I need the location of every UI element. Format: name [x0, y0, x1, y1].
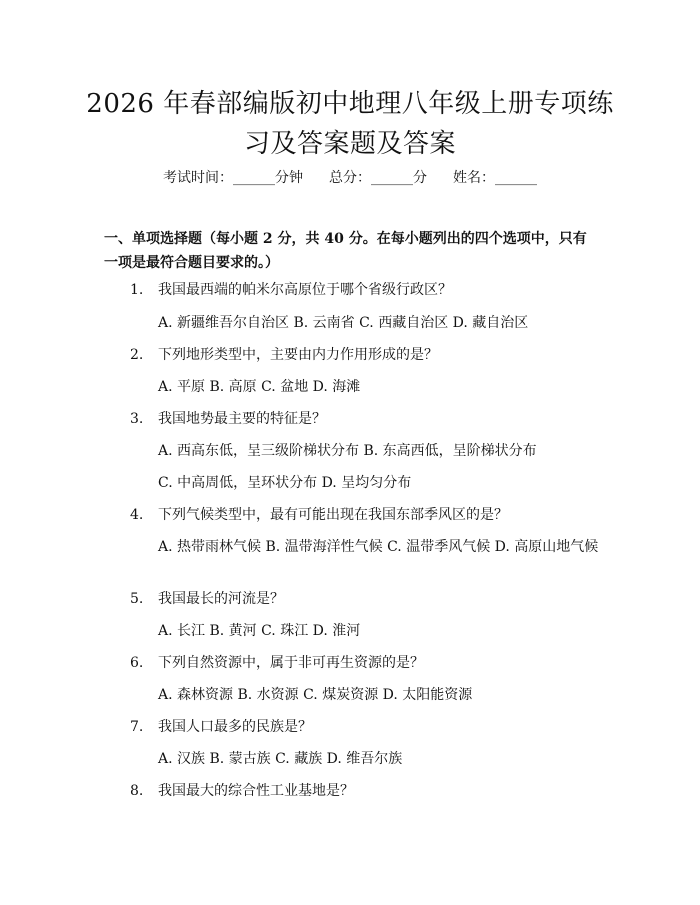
question-number: 6. — [130, 655, 144, 671]
question-2-options: A. 平原 B. 高原 C. 盆地 D. 海滩 — [158, 379, 361, 395]
question-5 — [130, 589, 284, 609]
question-text: 下列地形类型中，主要由内力作用形成的是？ — [158, 347, 438, 363]
question-number: 5. — [130, 591, 144, 607]
section-heading: 一、单项选择题（每小题 2 分，共 40 分。在每小题列出的四个选项中，只有一项是最符合题目要求的。） — [104, 231, 587, 271]
page-title — [60, 84, 640, 164]
question-7 — [130, 717, 312, 737]
total-score: 总分：______分 — [329, 170, 427, 186]
exam-time: 考试时间：______分钟 — [163, 170, 303, 186]
question-3-options-line-1: A. 西高东低，呈三级阶梯状分布 B. 东高西低，呈阶梯状分布 — [158, 443, 537, 459]
question-text: 我国地势最主要的特征是？ — [158, 411, 326, 427]
question-7-options: A. 汉族 B. 蒙古族 C. 藏族 D. 维吾尔族 — [158, 751, 403, 767]
question-3 — [130, 409, 326, 429]
question-6 — [130, 653, 424, 673]
question-text: 我国最大的综合性工业基地是？ — [158, 783, 354, 799]
question-number: 2. — [130, 347, 144, 363]
question-number: 4. — [130, 507, 144, 523]
question-text: 下列自然资源中，属于非可再生资源的是？ — [158, 655, 424, 671]
student-name: 姓名：______ — [453, 170, 537, 186]
question-3-options-line-2: C. 中高周低，呈环状分布 D. 呈均匀分布 — [158, 475, 412, 491]
exam-meta — [0, 168, 700, 188]
question-number: 3. — [130, 411, 144, 427]
question-4 — [130, 505, 508, 525]
question-5-options: A. 长江 B. 黄河 C. 珠江 D. 淮河 — [158, 623, 361, 639]
question-text: 我国人口最多的民族是？ — [158, 719, 312, 735]
question-6-options: A. 森林资源 B. 水资源 C. 煤炭资源 D. 太阳能资源 — [158, 687, 473, 703]
question-number: 7. — [130, 719, 144, 735]
title-line-1: 2026 年春部编版初中地理八年级上册专项练 — [86, 89, 614, 119]
question-4-options: A. 热带雨林气候 B. 温带海洋性气候 C. 温带季风气候 D. 高原山地气候 — [158, 539, 599, 555]
question-2 — [130, 345, 438, 365]
question-text: 我国最西端的帕米尔高原位于哪个省级行政区？ — [158, 282, 452, 298]
question-number: 1. — [130, 282, 144, 298]
title-line-2: 习及答案题及答案 — [243, 129, 456, 159]
question-8 — [130, 781, 354, 801]
question-1 — [130, 280, 452, 300]
question-text: 我国最长的河流是？ — [158, 591, 284, 607]
question-number: 8. — [130, 783, 144, 799]
question-1-options: A. 新疆维吾尔自治区 B. 云南省 C. 西藏自治区 D. 藏自治区 — [158, 315, 529, 331]
question-text: 下列气候类型中，最有可能出现在我国东部季风区的是？ — [158, 507, 508, 523]
